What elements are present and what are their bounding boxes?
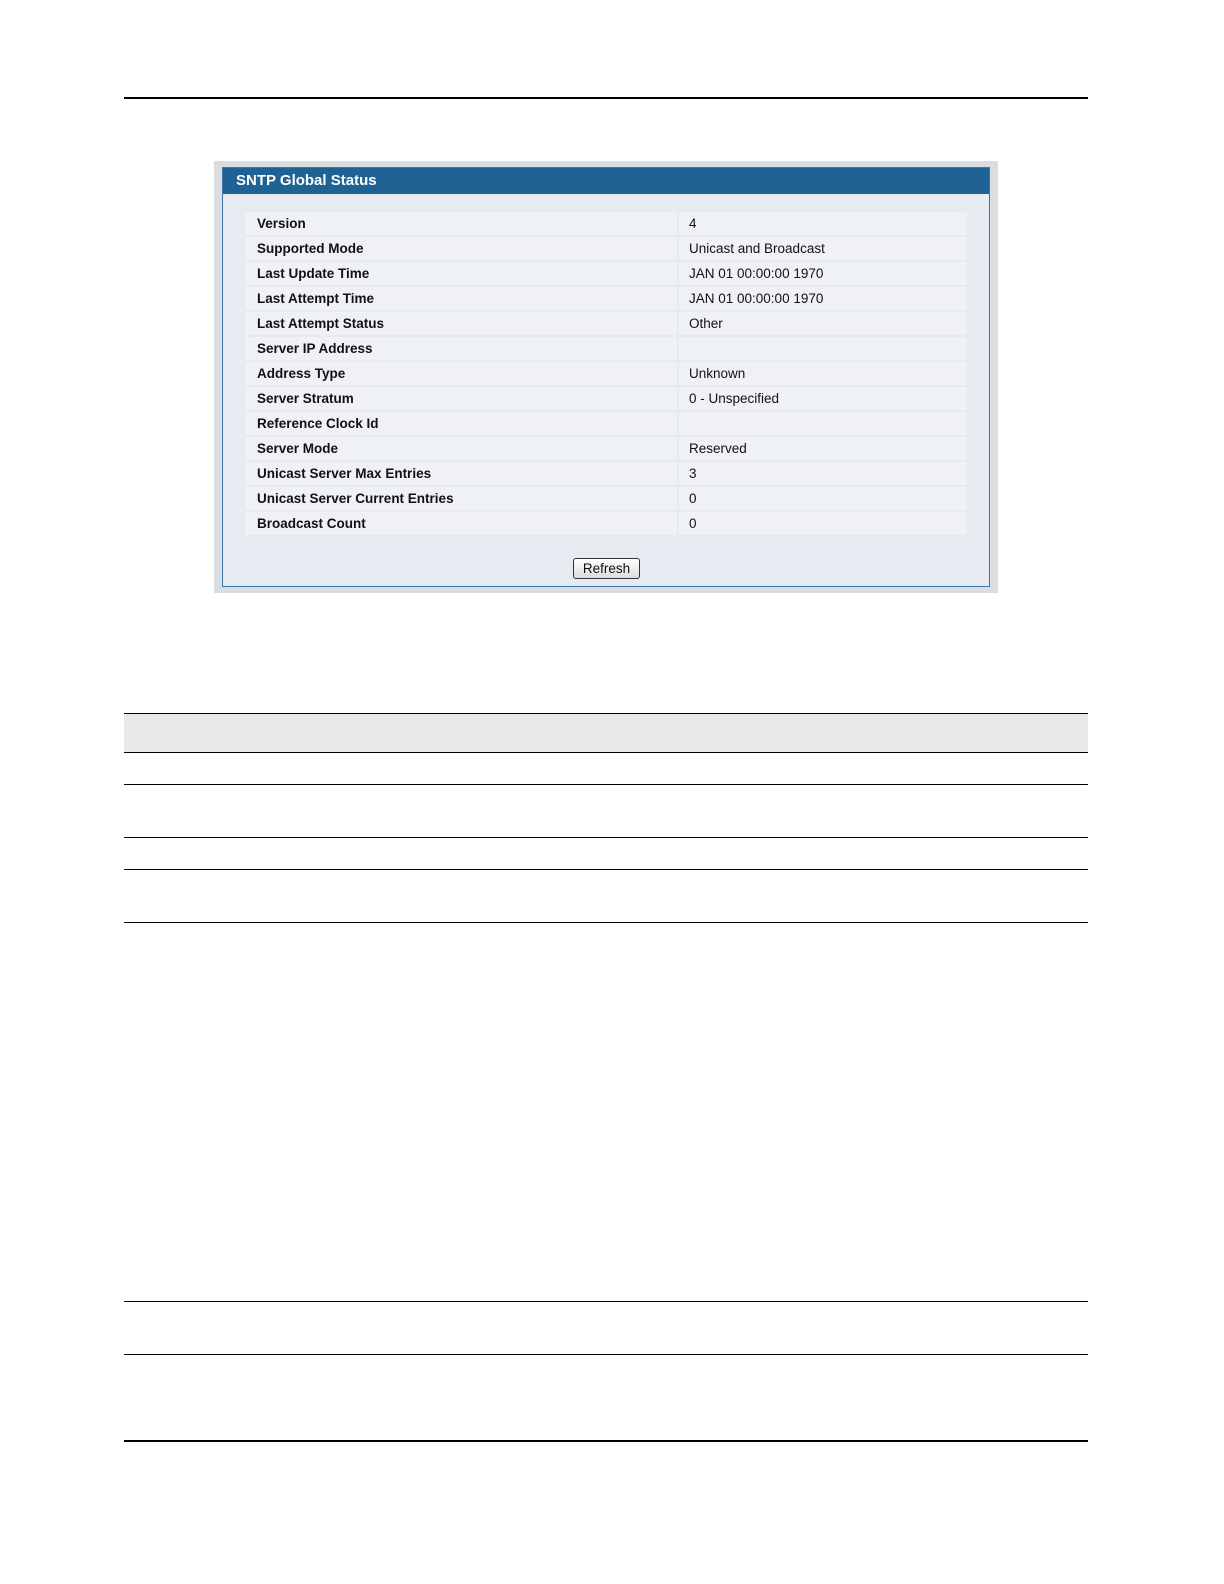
row-value: Reserved bbox=[677, 437, 967, 462]
table-row bbox=[245, 512, 967, 537]
row-label: Reference Clock Id bbox=[245, 412, 677, 437]
row-label: Last Update Time bbox=[245, 262, 677, 287]
table-row bbox=[245, 262, 967, 287]
row-label: Address Type bbox=[245, 362, 677, 387]
row-value: Other bbox=[677, 312, 967, 337]
row-value: 0 - Unspecified bbox=[677, 387, 967, 412]
row-value: Unknown bbox=[677, 362, 967, 387]
table-row bbox=[245, 237, 967, 262]
table-row bbox=[245, 337, 967, 362]
row-label: Broadcast Count bbox=[245, 512, 677, 537]
row-label: Server Stratum bbox=[245, 387, 677, 412]
table-rule bbox=[124, 1354, 1088, 1355]
refresh-button[interactable]: Refresh bbox=[573, 558, 640, 579]
row-label: Last Attempt Status bbox=[245, 312, 677, 337]
row-value: 4 bbox=[677, 212, 967, 237]
row-label: Version bbox=[245, 212, 677, 237]
table-row bbox=[245, 487, 967, 512]
row-label: Unicast Server Current Entries bbox=[245, 487, 677, 512]
row-value: JAN 01 00:00:00 1970 bbox=[677, 287, 967, 312]
table-rule bbox=[124, 784, 1088, 785]
description-table-header bbox=[124, 713, 1088, 753]
row-value: 3 bbox=[677, 462, 967, 487]
table-rule bbox=[124, 713, 1088, 714]
row-label: Server IP Address bbox=[245, 337, 677, 362]
table-row bbox=[245, 287, 967, 312]
table-row bbox=[245, 412, 967, 437]
table-rule bbox=[124, 869, 1088, 870]
row-value: Unicast and Broadcast bbox=[677, 237, 967, 262]
table-row bbox=[245, 387, 967, 412]
table-row bbox=[245, 212, 967, 237]
sntp-global-status-panel bbox=[222, 167, 990, 587]
table-row bbox=[245, 362, 967, 387]
table-rule bbox=[124, 752, 1088, 753]
row-label: Server Mode bbox=[245, 437, 677, 462]
header-rule bbox=[124, 97, 1088, 99]
row-label: Supported Mode bbox=[245, 237, 677, 262]
table-row bbox=[245, 462, 967, 487]
row-label: Last Attempt Time bbox=[245, 287, 677, 312]
panel-title: SNTP Global Status bbox=[223, 168, 989, 194]
status-table bbox=[245, 212, 967, 537]
row-value bbox=[677, 337, 967, 362]
row-value: JAN 01 00:00:00 1970 bbox=[677, 262, 967, 287]
row-value bbox=[677, 412, 967, 437]
table-rule bbox=[124, 837, 1088, 838]
table-row bbox=[245, 437, 967, 462]
row-value: 0 bbox=[677, 512, 967, 537]
screenshot-frame bbox=[214, 161, 998, 593]
table-row bbox=[245, 312, 967, 337]
table-rule bbox=[124, 922, 1088, 923]
footer-rule bbox=[124, 1440, 1088, 1442]
row-label: Unicast Server Max Entries bbox=[245, 462, 677, 487]
row-value: 0 bbox=[677, 487, 967, 512]
table-rule bbox=[124, 1301, 1088, 1302]
